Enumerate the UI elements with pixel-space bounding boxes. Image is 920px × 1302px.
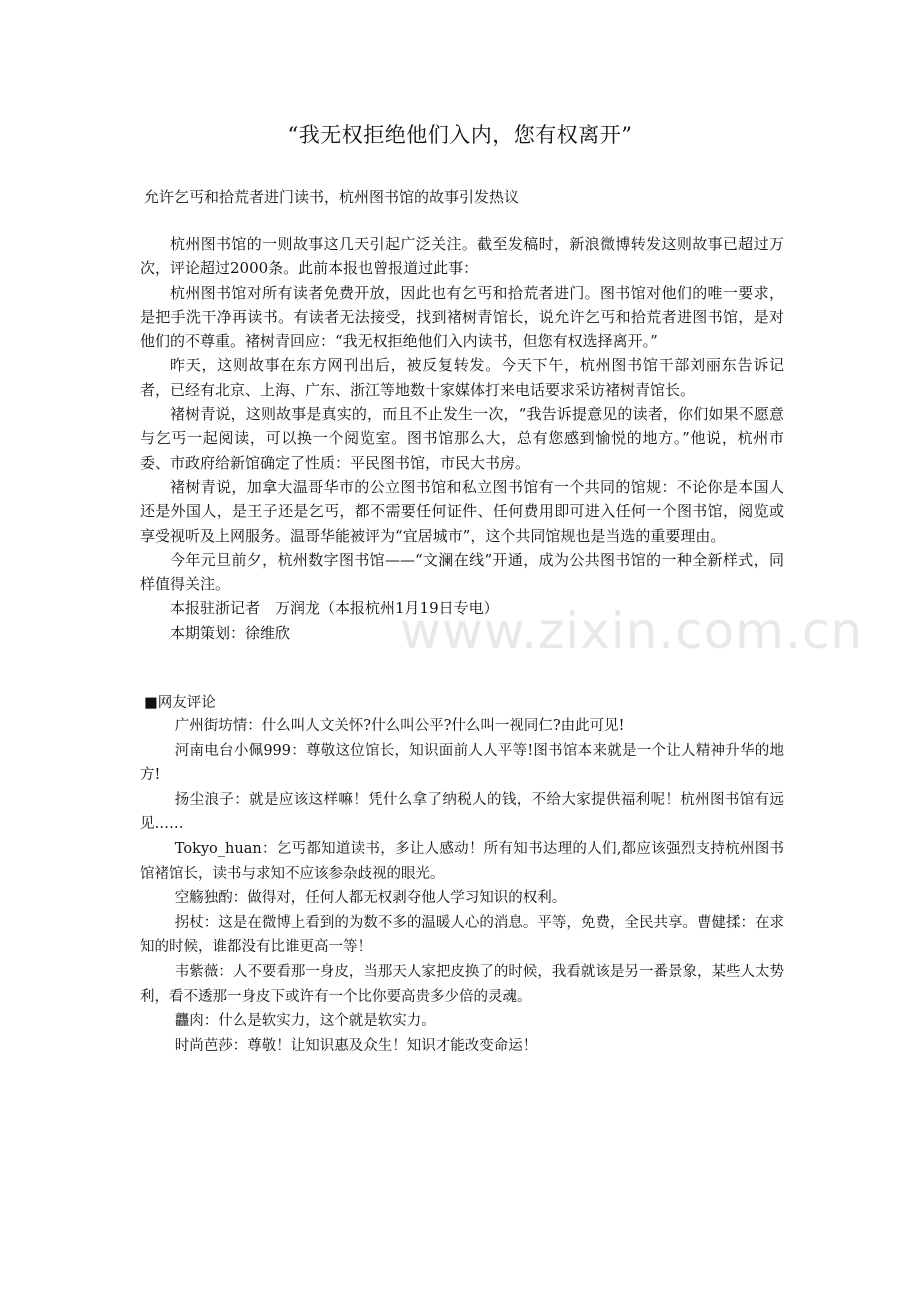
comment-item: 时尚芭莎：尊敬！让知识惠及众生！知识才能改变命运！ xyxy=(174,1037,538,1054)
comment-item: 河南电台小佩999：尊敬这位馆长，知识面前人人平等!图书馆本来就是一个让人精神升华的地方! xyxy=(140,742,784,784)
article-paragraph: 杭州图书馆的一则故事这几天引起广泛关注。截至发稿时，新浪微博转发这则故事已超过万次，评论超过2000条。此前本报也曾报道过此事： xyxy=(140,235,784,278)
comment-item: Tokyo_huan：乞丐都知道读书，多让人感动！所有知书达理的人们,都应该强烈支持杭州图书馆褚馆长，读书与求知不应该参杂歧视的眼光。 xyxy=(140,840,784,882)
comment-item: 韦紫薇：人不要看那一身皮，当那天人家把皮换了的时候，我看就该是另一番景象，某些人太势利，看不透那一身皮下或许有一个比你要高贵多少倍的灵魂。 xyxy=(140,963,784,1005)
reporter-byline: 本报驻浙记者 万润龙（本报杭州1月19日专电） xyxy=(170,599,499,618)
article-paragraph: 今年元旦前夕，杭州数字图书馆——“文澜在线”开通，成为公共图书馆的一种全新样式，同样值得关注。 xyxy=(140,550,784,594)
comment-item: 拐杖：这是在微博上看到的为数不多的温暖人心的消息。平等，免费，全民共享。曹健揉：在求知的时候，谁都没有比谁更高一等！ xyxy=(140,914,784,956)
article-title: “我无权拒绝他们入内，您有权离开” xyxy=(287,123,633,147)
planner-credit: 本期策划：徐维欣 xyxy=(170,623,291,642)
article-body xyxy=(140,232,784,645)
comment-item: 扬尘浪子：就是应该这样嘛！凭什么拿了纳税人的钱，不给大家提供福利呢！杭州图书馆有远见…… xyxy=(140,791,784,833)
article-paragraph: 褚树青说，这则故事是真实的，而且不止发生一次，“我告诉提意见的读者，你们如果不愿意与乞丐一起阅读，可以换一个阅览室。图书馆那么大，总有您感到愉悦的地方。”他说，杭州市委、市政府给新馆确定了性质：平民图书馆，市民大书房。 xyxy=(140,405,784,472)
article-paragraph: 杭州图书馆对所有读者免费开放，因此也有乞丐和拾荒者进门。图书馆对他们的唯一要求，是把手洗干净再读书。有读者无法接受，找到褚树青馆长，说允许乞丐和拾荒者进图书馆，是对他们的不尊重。褚树青回应：“我无权拒绝他们入内读书，但您有权选择离开。” xyxy=(140,283,784,351)
comment-item: 龘肉：什么是软实力，这个就是软实力。 xyxy=(174,1013,436,1030)
comments-list xyxy=(140,714,784,1058)
comment-item: 广州街坊情：什么叫人文关怀?什么叫公平?什么叫一视同仁?由此可见! xyxy=(174,718,625,734)
article-paragraph: 褚树青说，加拿大温哥华市的公立图书馆和私立图书馆有一个共同的馆规：不论你是本国人还是外国人，是王子还是乞丐，都不需要任何证件、任何费用即可进入任何一个图书馆，阅览或享受视听及上网服务。温哥华能被评为“宜居城市”，这个共同馆规也是当选的重要理由。 xyxy=(140,477,784,545)
comments-heading: ■网友评论 xyxy=(144,695,216,711)
article-paragraph: 昨天，这则故事在东方网刊出后，被反复转发。今天下午，杭州图书馆干部刘丽东告诉记者，已经有北京、上海、广东、浙江等地数十家媒体打来电话要求采访褚树青馆长。 xyxy=(140,356,784,399)
site-watermark: www.zixin.com.cn xyxy=(400,602,864,660)
article-subtitle: 允许乞丐和拾荒者进门读书，杭州图书馆的故事引发热议 xyxy=(144,188,520,206)
comment-item: 空觞独酌：做得对，任何人都无权剥夺他人学习知识的权利。 xyxy=(174,890,567,907)
